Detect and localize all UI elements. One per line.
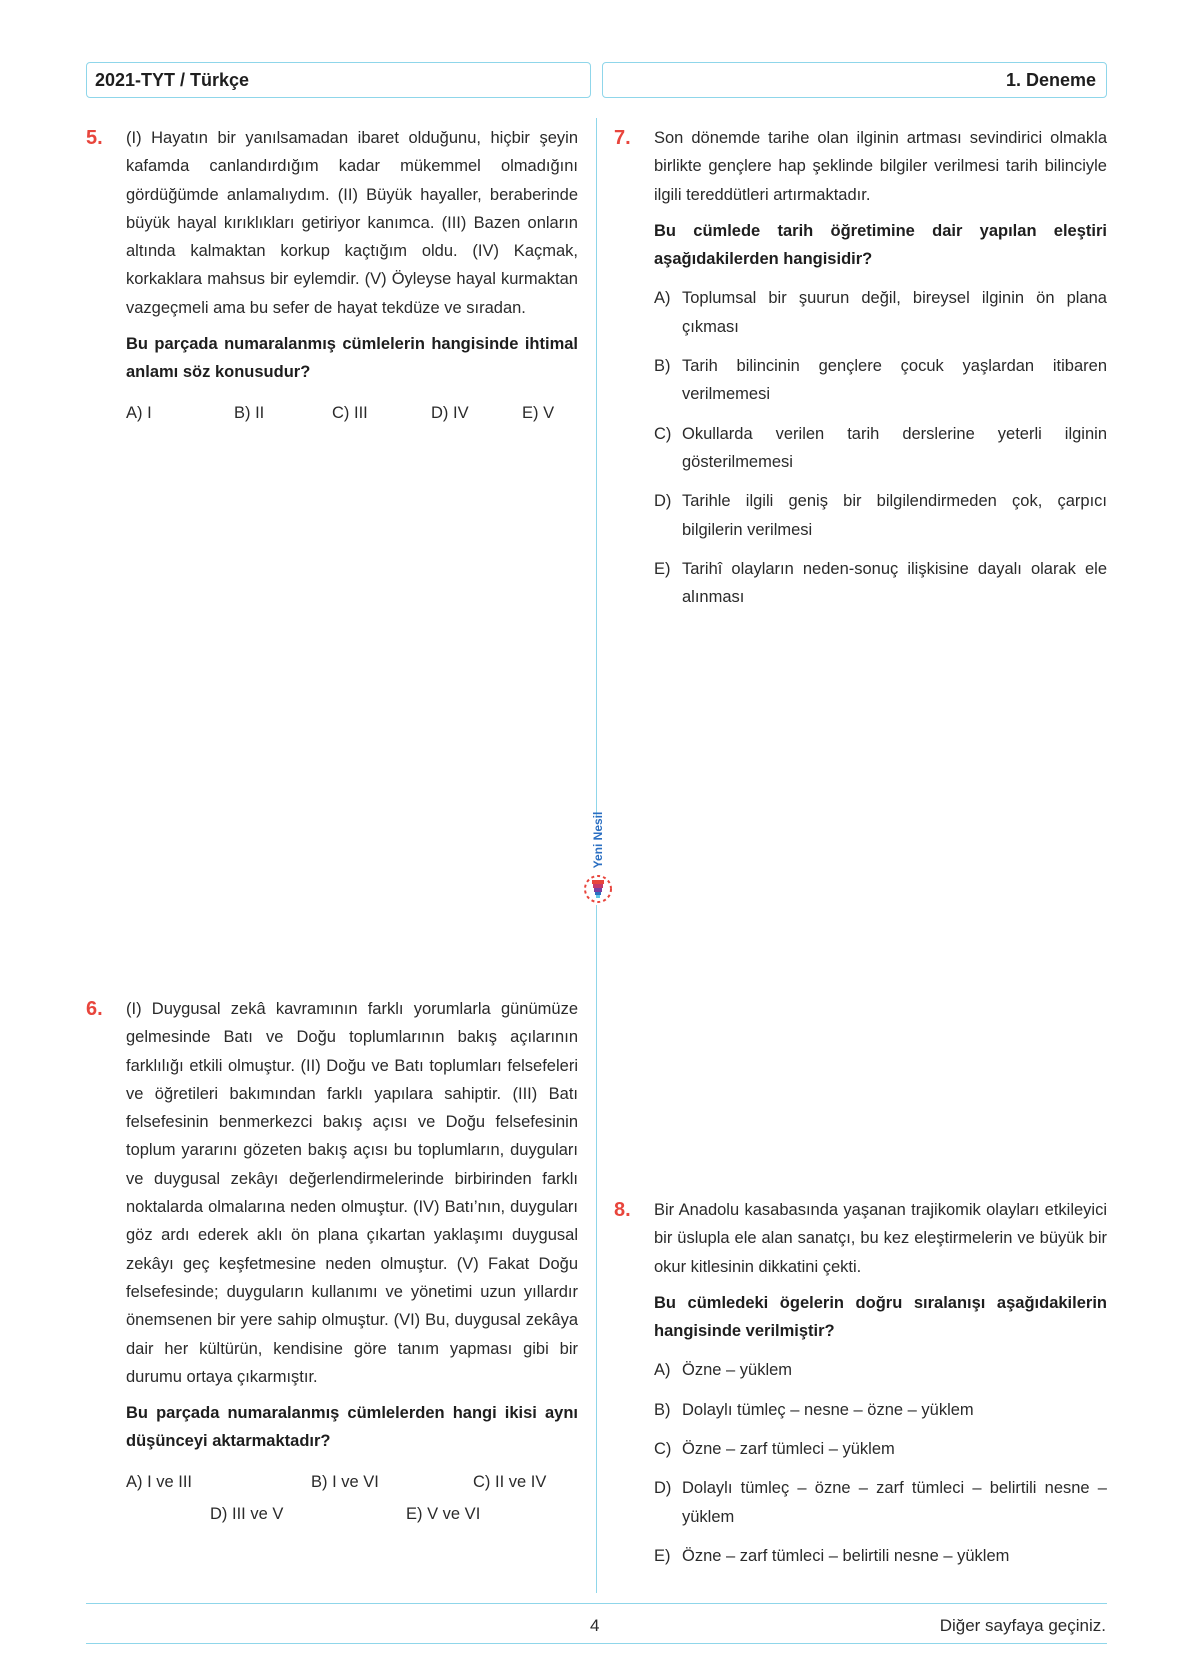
footer-rule-bottom xyxy=(86,1643,1107,1644)
option-label: E) xyxy=(654,1546,671,1565)
question-prompt: Bu cümledeki ögelerin doğru sıralanışı aşağıdakilerin hangisinde verilmiştir? xyxy=(654,1293,1107,1341)
option-a[interactable]: A) I ve III xyxy=(126,1472,193,1491)
option-e[interactable] xyxy=(654,555,1107,612)
header-subject-text: 2021-TYT / Türkçe xyxy=(95,69,250,90)
column-divider-bottom xyxy=(596,905,597,1593)
question-stem: Son dönemde tarihe olan ilginin artması sevindirici olmakla birlikte gençlere hap şeklinde bilgiler verilmesi tarih bilinciyle ilgili tereddütleri artırmaktadır. xyxy=(654,129,1107,204)
option-a[interactable] xyxy=(654,284,1107,341)
option-text: Toplumsal bir şuurun değil, bireysel ilginin ön plana çıkması xyxy=(682,289,1107,336)
question-7 xyxy=(614,124,1107,611)
option-label: B) xyxy=(654,357,671,376)
option-c[interactable] xyxy=(654,420,1107,477)
option-a[interactable] xyxy=(654,1356,1107,1384)
option-d[interactable] xyxy=(654,487,1107,544)
option-e[interactable] xyxy=(654,1542,1107,1570)
page-number: 4 xyxy=(590,1616,600,1635)
question-stem: Bir Anadolu kasabasında yaşanan trajikomik olayları etkileyici bir üslupla ele alan sanatçı, bu kez eleştirmelerin ve büyük bir okur kitlesinin dikkatini çekti. xyxy=(654,1201,1107,1276)
answer-options-row-1 xyxy=(126,1468,578,1496)
option-c[interactable]: C) II ve IV xyxy=(473,1472,547,1491)
column-divider-top xyxy=(596,118,597,818)
question-5 xyxy=(86,124,578,427)
header-subject xyxy=(86,62,591,98)
header-exam xyxy=(602,62,1107,98)
question-number: 7. xyxy=(614,127,631,149)
option-text: Dolaylı tümleç – nesne – özne – yüklem xyxy=(682,1400,974,1419)
option-e[interactable]: E) V xyxy=(522,403,555,422)
option-label: C) xyxy=(654,424,672,443)
option-text: Tarihî olayların neden-sonuç ilişkisine dayalı olarak ele alınması xyxy=(682,559,1107,607)
question-stem: (I) Hayatın bir yanılsamadan ibaret olduğunu, hiçbir şeyin kafamda canlandırdığım kadar mükemmel olmadığını gördüğümde anlamalıydım. (II) Büyük hayaller, beraberinde büyük hayal kırıklıkları getiriyor kanımca. (III) Bazen onların altında kalmaktan korkup kaçtığım oldu. (IV) Kaçmak, korkaklara mahsus bir eylemdir. (V) Öyleyse hayal kurmaktan vazgeçmeli ama bu sefer de hayat tekdüze ve sıradan. xyxy=(126,129,578,317)
option-label: B) xyxy=(654,1400,671,1419)
option-b[interactable] xyxy=(654,352,1107,409)
next-page-note: Diğer sayfaya geçiniz. xyxy=(939,1616,1106,1635)
publisher-logo xyxy=(580,810,616,900)
logo-text: Yeni Nesil xyxy=(591,811,605,869)
option-label: D) xyxy=(654,1479,672,1498)
option-b[interactable] xyxy=(654,1396,1107,1424)
header-exam-text: 1. Deneme xyxy=(1005,69,1096,90)
option-c[interactable]: C) III xyxy=(332,403,368,422)
option-text: Özne – zarf tümleci – yüklem xyxy=(682,1440,895,1459)
option-b[interactable]: B) II xyxy=(234,403,265,422)
option-b[interactable]: B) I ve VI xyxy=(311,1472,379,1491)
answer-options xyxy=(126,399,578,427)
option-label: E) xyxy=(654,559,671,578)
question-6 xyxy=(86,995,578,1528)
option-label: A) xyxy=(654,289,671,308)
option-label: C) xyxy=(654,1440,672,1459)
question-8 xyxy=(614,1196,1107,1570)
option-e[interactable]: E) V ve VI xyxy=(406,1504,481,1523)
question-prompt: Bu parçada numaralanmış cümlelerin hangisinde ihtimal anlamı söz konusudur? xyxy=(126,335,578,382)
option-text: Tarih bilincinin gençlere çocuk yaşlardan itibaren verilmemesi xyxy=(682,357,1107,404)
option-a[interactable]: A) I xyxy=(126,403,152,422)
option-d[interactable]: D) IV xyxy=(431,403,469,422)
option-text: Okullarda verilen tarih derslerine yeterli ilginin gösterilmemesi xyxy=(682,424,1107,471)
option-c[interactable] xyxy=(654,1435,1107,1463)
question-number: 8. xyxy=(614,1199,631,1221)
question-prompt: Bu parçada numaralanmış cümlelerden hangi ikisi aynı düşünceyi aktarmaktadır? xyxy=(126,1404,578,1451)
question-number: 5. xyxy=(86,127,103,149)
question-stem: (I) Duygusal zekâ kavramının farklı yorumlarla günümüze gelmesinde Batı ve Doğu toplumlarının bakış açılarının farklılığı etkili olmuştur. (II) Doğu ve Batı toplumları felsefeleri ve öğretileri bakımından farklı yapılara sahiptir. (III) Batı felsefesinin benmerkezci bakış açısı ve Doğu felsefesinin toplum yararını gözeten bakış açısı bu toplumların, duyguları ve duygusal zekâyı değerlendirmelerinde birbirinden farklı noktalarda olmalarına neden olmuştur. (IV) Batı’nın, duyguları göz ardı ederek aklı ön plana çıkartan yaklaşımı duygusal zekâyı geç keşfetmesine neden olmuştur. (V) Fakat Doğu felsefesinde; duyguların kullanımı ve yönetimi uzun yıllardır önemsenen bir yere sahip olmuştur. (VI) Bu, duygusal zekâya dair her kültürün, kendisine göre tanım yapması gibi bir durumu ortaya çıkarmıştır. xyxy=(126,1000,578,1386)
option-text: Özne – zarf tümleci – belirtili nesne – yüklem xyxy=(682,1546,1010,1565)
option-d[interactable] xyxy=(654,1474,1107,1531)
option-label: A) xyxy=(654,1361,671,1380)
footer-rule-top xyxy=(86,1603,1107,1604)
option-text: Dolaylı tümleç – özne – zarf tümleci – belirtili nesne – yüklem xyxy=(682,1479,1107,1526)
answer-options-row-2 xyxy=(126,1500,578,1528)
option-label: D) xyxy=(654,492,672,511)
option-d[interactable]: D) III ve V xyxy=(210,1504,284,1523)
logo-emblem-icon xyxy=(580,872,616,906)
option-text: Özne – yüklem xyxy=(682,1361,793,1380)
question-number: 6. xyxy=(86,998,103,1020)
option-text: Tarihle ilgili geniş bir bilgilendirmeden çok, çarpıcı bilgilerin verilmesi xyxy=(682,492,1107,539)
question-prompt: Bu cümlede tarih öğretimine dair yapılan eleştiri aşağıdakilerden hangisidir? xyxy=(654,221,1107,269)
